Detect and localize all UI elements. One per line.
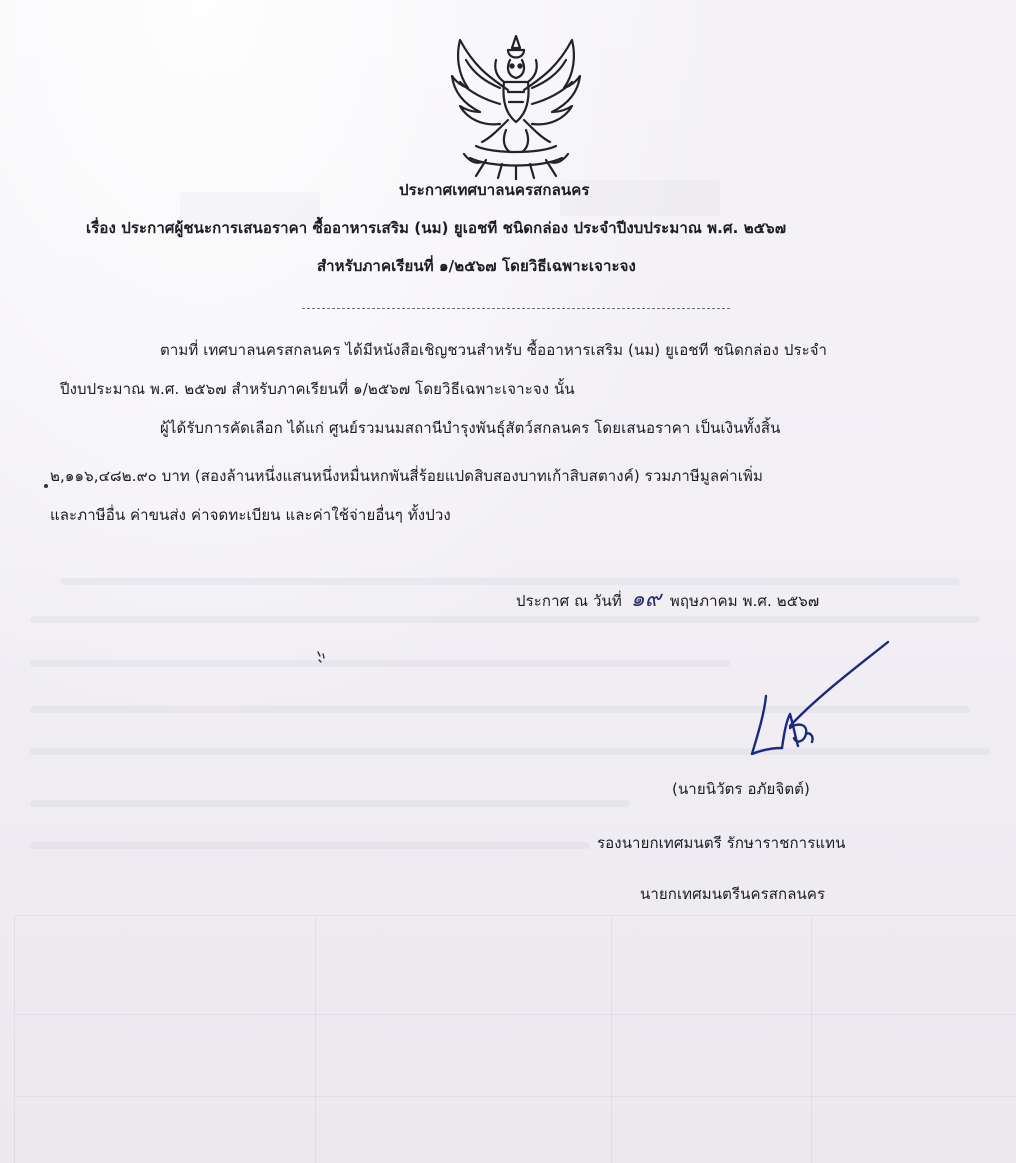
stray-ink-tick (316, 650, 328, 664)
paragraph1-line2: ปีงบประมาณ พ.ศ. ๒๕๖๗ สำหรับภาคเรียนที่ ๑/๒๕๖๗ โดยวิธีเฉพาะเจาะจง นั้น (60, 380, 575, 398)
signer-position: รองนายกเทศมนตรี รักษาราชการแทน (597, 834, 846, 852)
announcement-heading: ประกาศเทศบาลนครสกลนคร (399, 181, 590, 199)
garuda-emblem-icon (446, 30, 586, 180)
handwritten-signature (738, 636, 898, 766)
paragraph2-line2: ๒,๑๑๖,๔๘๒.๙๐ บาท (สองล้านหนึ่งแสนหนึ่งหมื่นหกพันสี่ร้อยแปดสิบสองบาทเก้าสิบสตางค์) รวมภาษีมูลค่าเพิ่ม (50, 467, 763, 485)
signer-position-line2: นายกเทศมนตรีนครสกลนคร (640, 885, 826, 903)
announcement-subject: เรื่อง ประกาศผู้ชนะการเสนอราคา ซื้ออาหารเสริม (นม) ยูเอชที ชนิดกล่อง ประจำปีงบประมาณ พ.ศ. ๒๕๖๗ (86, 219, 787, 237)
announcement-date-prefix: ประกาศ ณ วันที่ (516, 592, 622, 610)
paragraph1-line1: ตามที่ เทศบาลนครสกลนคร ได้มีหนังสือเชิญชวนสำหรับ ซื้ออาหารเสริม (นม) ยูเอชที ชนิดกล่อง ประจำ (160, 341, 828, 359)
announcement-date-day: ๑๙ (630, 587, 662, 612)
announcement-date-month-year: พฤษภาคม พ.ศ. ๒๕๖๗ (669, 592, 820, 610)
announcement-date (516, 587, 820, 612)
signer-name: (นายนิวัตร อภัยจิตต์) (672, 780, 810, 798)
paragraph2-line1: ผู้ได้รับการคัดเลือก ได้แก่ ศูนย์รวมนมสถานีบำรุงพันธุ์สัตว์สกลนคร โดยเสนอราคา เป็นเงินทั้งสิ้น (160, 419, 781, 437)
divider-rule (302, 308, 730, 309)
announcement-subject-line2: สำหรับภาคเรียนที่ ๑/๒๕๖๗ โดยวิธีเฉพาะเจาะจง (317, 257, 636, 275)
reverse-side-table-ghost (14, 915, 1016, 1163)
stray-ink-dot (44, 484, 48, 488)
paragraph2-line3: และภาษีอื่น ค่าขนส่ง ค่าจดทะเบียน และค่าใช้จ่ายอื่นๆ ทั้งปวง (50, 506, 451, 524)
